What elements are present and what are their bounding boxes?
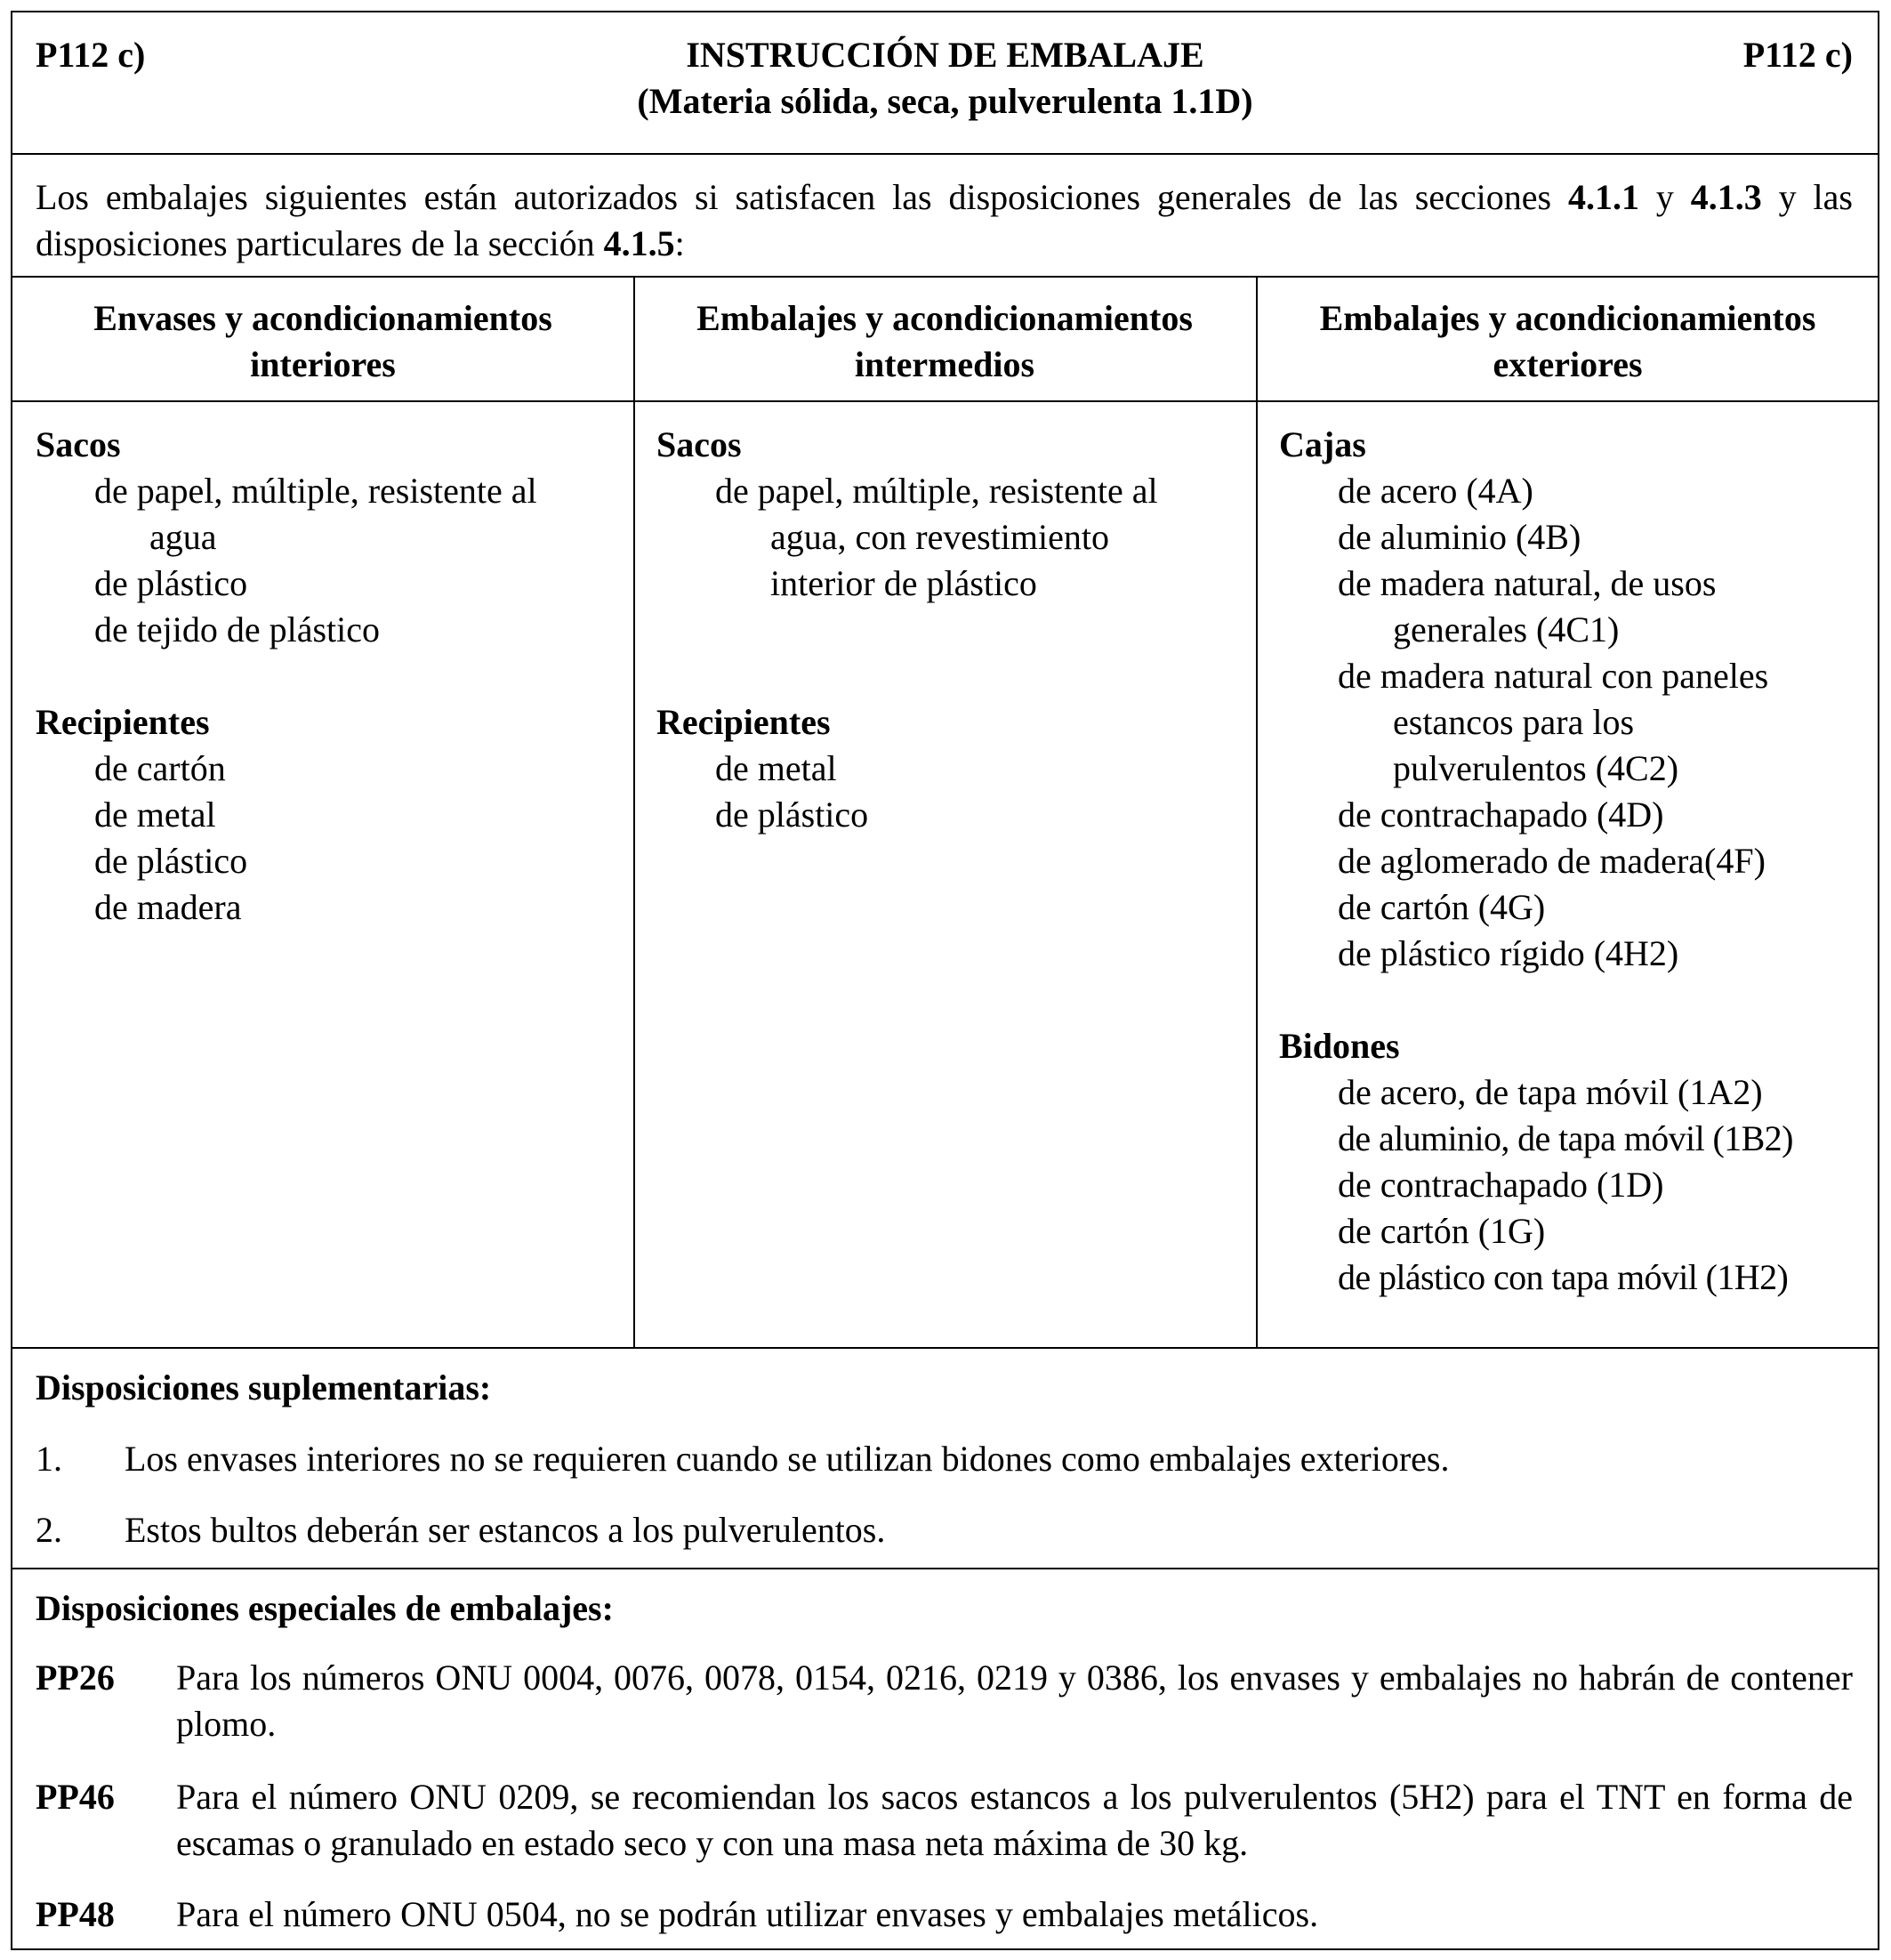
instruction-title: INSTRUCCIÓN DE EMBALAJE [686,35,1204,75]
list-item-continuation: interior de plástico [770,563,1037,603]
instruction-code-right: P112 c) [1742,35,1853,75]
list-item: de aluminio (4B) [1338,517,1581,557]
list-item: de tejido de plástico [94,609,381,649]
divider [12,400,1878,402]
group-heading: Recipientes [36,702,210,742]
provision-text: Para los números ONU 0004, 0076, 0078, 0154, 0216, 0219 y 0386, los envases y embalajes no habrán de contener plomo. [176,1658,1853,1744]
group-heading: Bidones [1279,1026,1400,1066]
column-outer [1279,422,1873,1301]
provision-text: Para el número ONU 0209, se recomiendan los sacos estancos a los pulverulentos (5H2) para el TNT en forma de escamas o granulado en estado seco y con una masa neta máxima de 30 kg. [176,1777,1853,1863]
intro-text: y las disposiciones particulares de la sección [36,177,1853,263]
special-provision [36,1774,1853,1867]
instruction-title-block [12,32,1878,125]
column-separator [1256,276,1258,1347]
intro-text: y [1638,177,1691,217]
packing-instruction-table [11,11,1879,1950]
list-item: de acero, de tapa móvil (1A2) [1338,1072,1763,1112]
special-provisions-title: Disposiciones especiales de embalajes: [36,1588,614,1628]
column-header-line: interiores [250,344,396,384]
instruction-subtitle: (Materia sólida, seca, pulverulenta 1.1D) [637,81,1253,121]
list-item: de metal [94,794,216,835]
special-provision [36,1891,1853,1938]
column-header-outer [1256,295,1879,388]
item-number: 2. [36,1510,62,1550]
provision-code: PP46 [36,1777,115,1817]
column-intermediate [656,422,1243,838]
item-number: 1. [36,1439,62,1479]
divider [12,276,1878,278]
list-item: de madera [94,887,242,927]
list-item-continuation: agua, con revestimiento [770,517,1109,557]
column-header-line: Embalajes y acondicionamientos [1319,298,1816,338]
column-separator [633,276,635,1347]
group-heading: Sacos [656,424,742,464]
intro-paragraph [36,174,1853,267]
column-inner [36,422,623,931]
list-item-continuation: generales (4C1) [1393,609,1620,649]
list-item: de plástico [94,563,248,603]
intro-text: Los embalajes siguientes están autorizados si satisfacen las disposiciones generales de las secciones [36,177,1568,217]
column-header-intermediate [633,295,1256,388]
item-text: Estos bultos deberán ser estancos a los pulverulentos. [125,1510,886,1550]
list-item: de aglomerado de madera(4F) [1338,841,1766,881]
list-item: de cartón (4G) [1338,887,1546,927]
provision-text: Para el número ONU 0504, no se podrán utilizar envases y embalajes metálicos. [176,1894,1319,1934]
list-item: de acero (4A) [1338,471,1533,511]
group-heading: Cajas [1279,424,1366,464]
list-item: de papel, múltiple, resistente al [94,471,537,511]
special-provision [36,1655,1853,1747]
column-header-line: exteriores [1493,344,1643,384]
provision-code: PP26 [36,1658,115,1698]
list-item: de madera natural con paneles [1338,656,1769,696]
list-item: de plástico rígido (4H2) [1338,933,1679,973]
divider [12,1568,1878,1569]
list-item: de madera natural, de usos [1338,563,1717,603]
section-ref: 4.1.1 [1567,177,1639,217]
list-item-continuation: agua [149,517,217,557]
list-item: de papel, múltiple, resistente al [715,471,1158,511]
instruction-code-left: P112 c) [36,35,146,75]
section-ref: 4.1.3 [1690,177,1762,217]
list-item: de plástico [715,794,869,835]
list-item: de plástico [94,841,248,881]
list-item: de cartón [94,748,226,788]
divider [12,153,1878,155]
column-header-line: Embalajes y acondicionamientos [696,298,1193,338]
divider [12,1347,1878,1349]
list-item: de aluminio, de tapa móvil (1B2) [1338,1118,1793,1158]
list-item: de plástico con tapa móvil (1H2) [1338,1257,1789,1297]
list-item: de metal [715,748,837,788]
section-ref: 4.1.5 [603,223,675,263]
list-item-continuation: pulverulentos (4C2) [1393,748,1679,788]
group-heading: Recipientes [656,702,831,742]
column-header-line: intermedios [854,344,1035,384]
column-header-inner [12,295,633,388]
list-item-continuation: estancos para los [1393,702,1635,742]
list-item: de cartón (1G) [1338,1211,1546,1251]
intro-text: : [674,223,685,263]
column-header-line: Envases y acondicionamientos [93,298,552,338]
item-text: Los envases interiores no se requieren cuando se utilizan bidones como embalajes exteriores. [125,1439,1450,1479]
group-heading: Sacos [36,424,121,464]
list-item: de contrachapado (1D) [1338,1165,1664,1205]
provision-code: PP48 [36,1894,115,1934]
supplementary-title: Disposiciones suplementarias: [36,1367,492,1407]
list-item: de contrachapado (4D) [1338,794,1664,835]
